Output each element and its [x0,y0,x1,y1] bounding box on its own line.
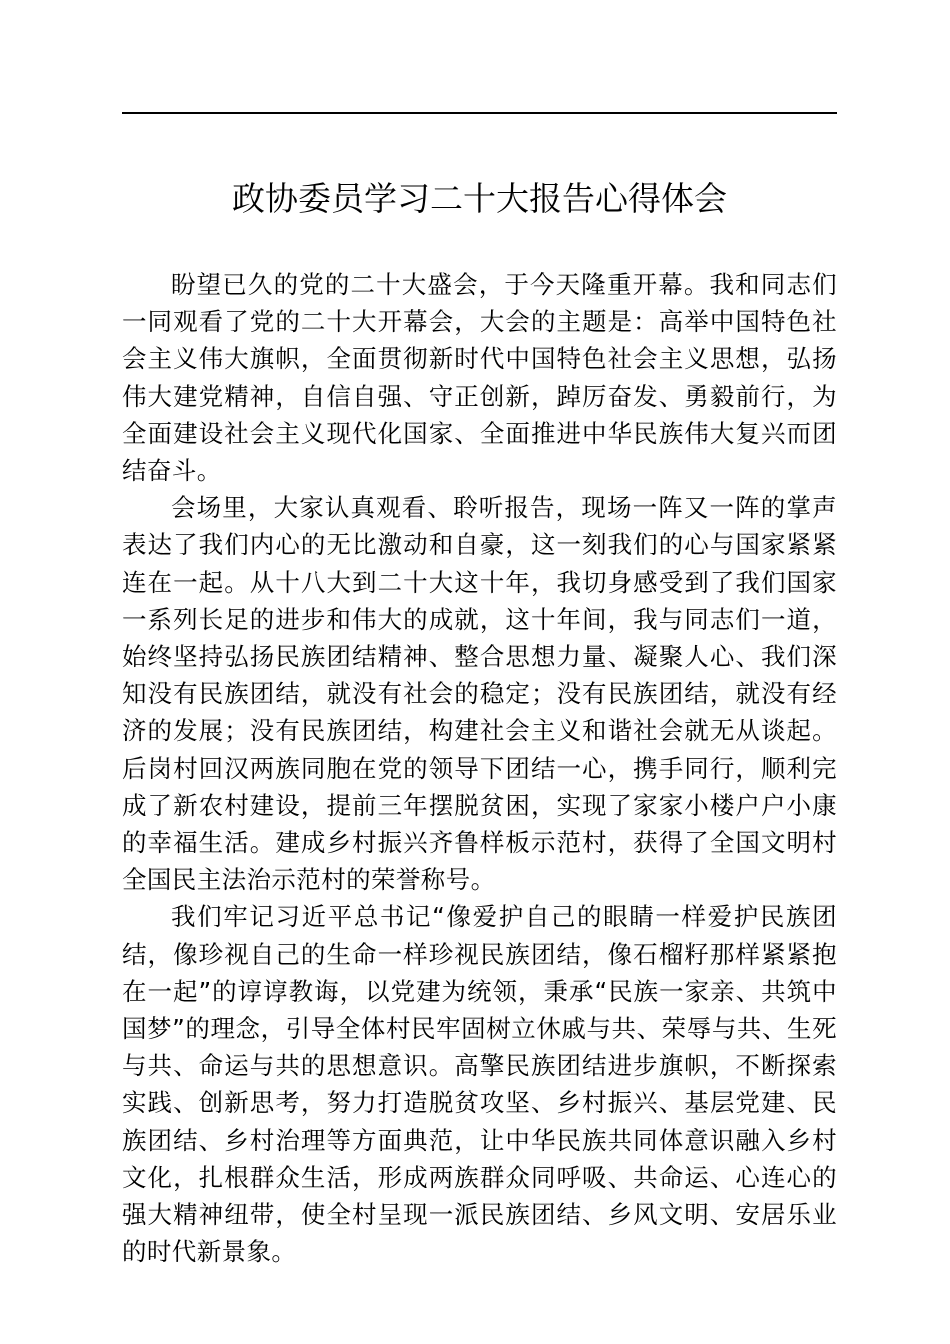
document-title: 政协委员学习二十大报告心得体会 [232,179,727,218]
paragraph-1: 盼望已久的党的二十大盛会，于今天隆重开幕。我和同志们一同观看了党的二十大开幕会，大会的主题是：高举中国特色社会主义伟大旗帜，全面贯彻新时代中国特色社会主义思想，弘扬伟大建党精神，自信自强、守正创新，踔厉奋发、勇毅前行，为全面建设社会主义现代化国家、全面推进中华民族伟大复兴而团结奋斗。 [122,270,837,486]
paragraph-2: 会场里，大家认真观看、聆听报告，现场一阵又一阵的掌声表达了我们内心的无比激动和自豪，这一刻我们的心与国家紧紧连在一起。从十八大到二十大这十年，我切身感受到了我们国家一系列长足的进步和伟大的成就，这十年间，我与同志们一道，始终坚持弘扬民族团结精神、整合思想力量、凝聚人心、我们深知没有民族团结，就没有社会的稳定；没有民族团结，就没有经济的发展；没有民族团结，构建社会主义和谐社会就无从谈起。后岗村回汉两族同胞在党的领导下团结一心，携手同行，顺利完成了新农村建设，提前三年摆脱贫困，实现了家家小楼户户小康的幸福生活。建成乡村振兴齐鲁样板示范村，获得了全国文明村全国民主法治示范村的荣誉称号。 [122,493,837,895]
header-rule [122,112,837,114]
document-body [122,266,837,1270]
paragraph-3: 我们牢记习近平总书记“像爱护自己的眼睛一样爱护民族团结，像珍视自己的生命一样珍视民族团结，像石榴籽那样紧紧抱在一起”的谆谆教诲，以党建为统领，秉承“民族一家亲、共筑中国梦”的理念，引导全体村民牢固树立休戚与共、荣辱与共、生死与共、命运与共的思想意识。高擎民族团结进步旗帜，不断探索实践、创新思考，努力打造脱贫攻坚、乡村振兴、基层党建、民族团结、乡村治理等方面典范，让中华民族共同体意识融入乡村文化，扎根群众生活，形成两族群众同呼吸、共命运、心连心的强大精神纽带，使全村呈现一派民族团结、乡风文明、安居乐业的时代新景象。 [122,902,837,1267]
